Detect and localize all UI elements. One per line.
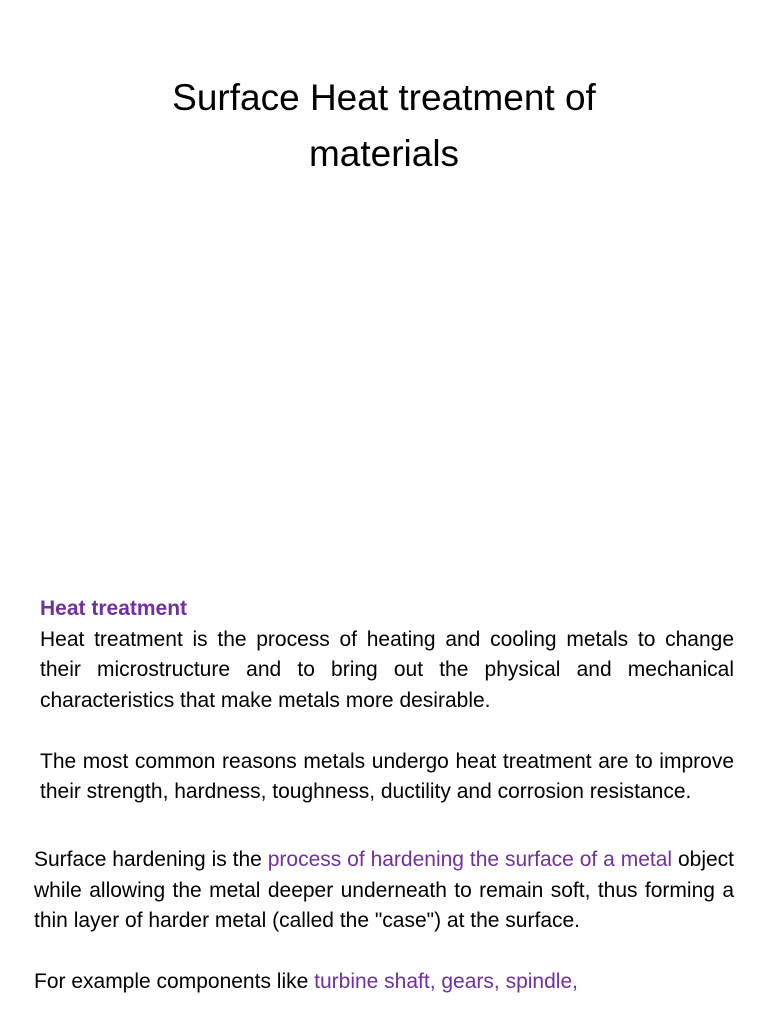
page-title (0, 70, 768, 182)
surface-hardening-text-end: object while allowing the metal deeper underneath to remain soft, thus forming a thin layer of harder metal (called the "case") at the surface. (34, 848, 735, 932)
heat-treatment-heading: Heat treatment (40, 597, 188, 620)
surface-hardening-section (34, 845, 734, 998)
page-title-line-2: materials (308, 133, 460, 174)
examples-components-link[interactable]: turbine shaft, gears, spindle, (314, 970, 578, 993)
page-title-line-1: Surface Heat treatment of (172, 77, 596, 118)
examples-paragraph (34, 967, 734, 998)
heat-treatment-reasons-paragraph: The most common reasons metals undergo heat treatment are to improve their strength, hardness, toughness, ductility and corrosion resistance. (40, 749, 734, 803)
surface-hardening-definition-link[interactable]: process of hardening the surface of a metal (267, 848, 673, 871)
paragraph-spacer (40, 716, 734, 747)
surface-hardening-text-start: Surface hardening is the (34, 848, 268, 871)
surface-hardening-paragraph (34, 845, 734, 937)
heat-treatment-section (40, 594, 734, 808)
heat-treatment-definition-paragraph: Heat treatment is the process of heating and cooling metals to change their microstructure and to bring out the physical and mechanical characteristics that make metals more desirable. (40, 627, 734, 712)
paragraph-spacer (34, 937, 734, 968)
examples-text-start: For example components like (34, 970, 315, 993)
